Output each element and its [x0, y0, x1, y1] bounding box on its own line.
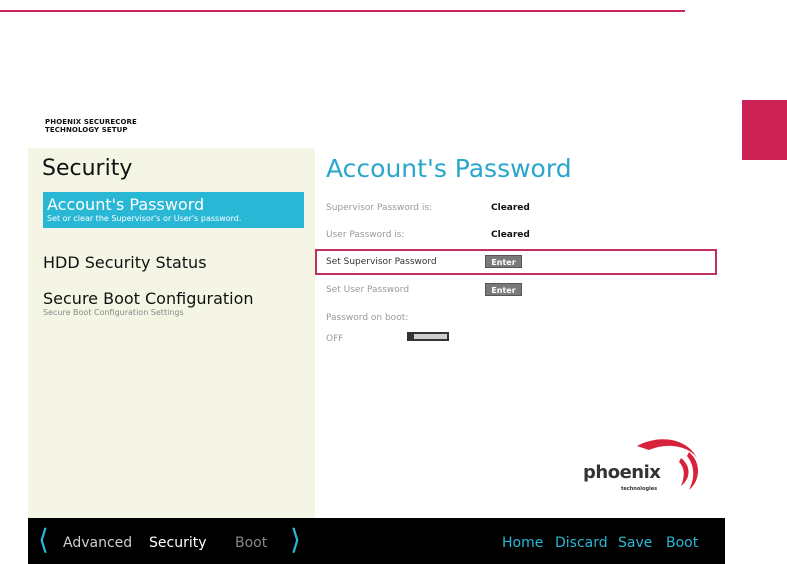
brand-title	[45, 118, 137, 134]
side-bookmark-tab	[742, 100, 787, 160]
home-button[interactable]: Home	[502, 535, 544, 551]
sidebar-item-desc: Set or clear the Supervisor's or User's password.	[47, 214, 242, 223]
sidebar-item-secure-boot-configuration[interactable]	[43, 290, 304, 318]
logo-subtitle: technologies	[621, 486, 658, 492]
tab-security[interactable]: Security	[149, 535, 207, 551]
supervisor-status-label: Supervisor Password is:	[326, 203, 433, 213]
supervisor-status-value: Cleared	[491, 203, 530, 213]
sidebar	[28, 148, 315, 518]
password-on-boot-label: Password on boot:	[326, 313, 409, 323]
sidebar-title: Security	[42, 156, 133, 181]
boot-button[interactable]: Boot	[666, 535, 699, 551]
bottom-navigation-bar	[28, 518, 725, 564]
phoenix-logo	[577, 428, 707, 498]
sidebar-item-accounts-password[interactable]	[43, 192, 304, 228]
set-supervisor-enter-button[interactable]: Enter	[485, 255, 522, 268]
tab-boot[interactable]: Boot	[235, 535, 268, 551]
sidebar-item-hdd-security-status[interactable]	[43, 254, 304, 272]
logo-wordmark: phoenix	[583, 462, 661, 483]
toggle-track	[414, 334, 447, 339]
password-on-boot-toggle[interactable]	[407, 332, 449, 341]
chevron-right-icon[interactable]: ⟩	[290, 523, 301, 556]
main-content	[315, 148, 725, 518]
tab-advanced[interactable]: Advanced	[63, 535, 133, 551]
set-supervisor-label: Set Supervisor Password	[326, 257, 437, 267]
sidebar-item-desc: Secure Boot Configuration Settings	[43, 308, 184, 317]
brand-line-1: PHOENIX SECURECORE	[45, 118, 137, 126]
sidebar-item-label: Secure Boot Configuration	[43, 289, 254, 308]
user-status-label: User Password is:	[326, 230, 405, 240]
set-user-label: Set User Password	[326, 285, 410, 295]
set-user-enter-button[interactable]: Enter	[485, 283, 522, 296]
chevron-left-icon[interactable]: ⟨	[38, 523, 49, 556]
save-button[interactable]: Save	[618, 535, 653, 551]
sidebar-item-label: HDD Security Status	[43, 253, 207, 272]
top-divider	[0, 10, 685, 12]
password-on-boot-state: OFF	[326, 334, 344, 344]
page-title: Account's Password	[326, 154, 572, 183]
sidebar-item-label: Account's Password	[47, 195, 205, 214]
discard-button[interactable]: Discard	[555, 535, 608, 551]
brand-line-2: TECHNOLOGY SETUP	[45, 126, 128, 134]
user-status-value: Cleared	[491, 230, 530, 240]
